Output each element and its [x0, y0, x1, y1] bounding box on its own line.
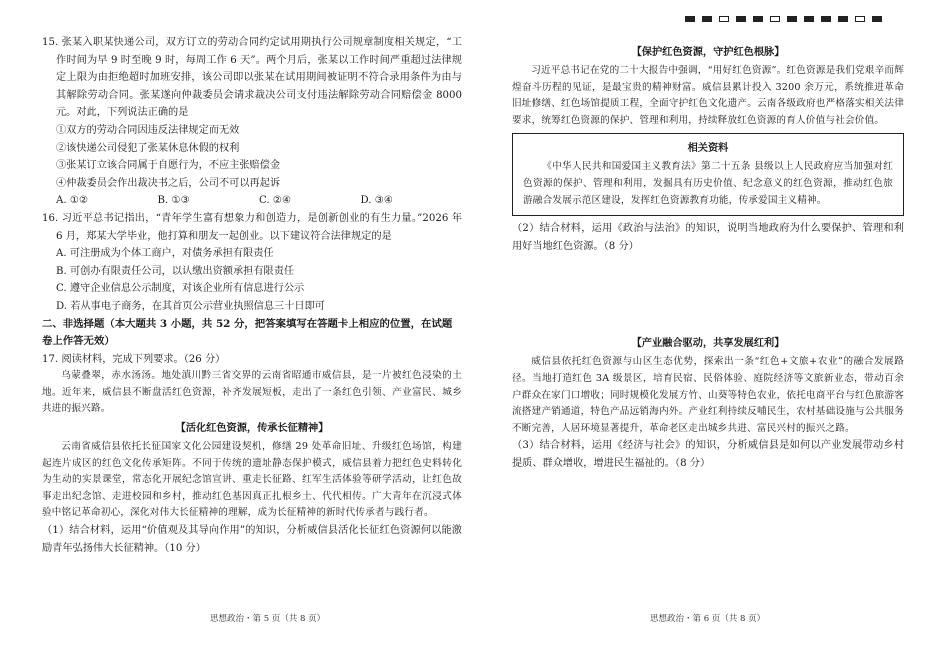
- alignment-mark: [770, 16, 780, 22]
- q15-statement-1: ①双方的劳动合同因违反法律规定而无效: [56, 124, 240, 136]
- question-15-stem: 15. 张某入职某快递公司，双方订立的劳动合同约定试用期执行公司规章制度相关规定，“工作时间为早 9 时至晚 9 时，每周工作 6 天”。两个月后，张某以工作时间严重超过法律规定上限为由拒绝超时加班安排，该公司即以张某在试用期间被证明不符合录用条件为由与其解除劳动合同。张某遂向仲裁委员会请求裁决公司支付违法解除劳动合同赔偿金 8000 元。对此，下列说法正确的是: [42, 37, 462, 119]
- q15-choice-d: D. ③④: [360, 195, 394, 207]
- material-3-title: 【产业融合驱动，共享发展红利】: [631, 337, 785, 350]
- q15-statement-4: ④仲裁委员会作出裁决书之后，公司不可以再起诉: [56, 177, 281, 189]
- alignment-mark: [736, 16, 746, 22]
- q17-part-3: （3）结合材料，运用《经济与社会》的知识，分析威信县是如何以产业发展带动乡村提质、群众增收，增进民生福祉的。（8 分）: [512, 440, 904, 469]
- related-material-title: 相关资料: [687, 142, 729, 155]
- alignment-mark: [787, 16, 797, 22]
- material-3-text: 威信县依托红色资源与山区生态优势，探索出一条“红色+文旅+农业”的融合发展路径。当地打造红色 3A 级景区，培育民宿、民俗体验、庭院经济等文旅新业态，带动百余户群众在家门口增收；同时规模化发展方竹、山葵等特色农业，依托电商平台与红色旅游客流搭建产销通道，特色产品远销海内外。产业红利持续反哺民生，农村基础设施与公共服务不断完善，人居环境显著提升，革命老区走出城乡共进、富民兴村的振兴之路。: [512, 356, 904, 434]
- alignment-mark: [702, 16, 712, 22]
- question-17-stem: 17. 阅读材料，完成下列要求。（26 分）: [42, 353, 226, 365]
- alignment-mark: [685, 16, 695, 22]
- q16-choice-c: C. 遵守企业信息公示制度，对该企业所有信息进行公示: [56, 283, 305, 295]
- related-material-box: [512, 133, 904, 216]
- q16-choice-d: D. 若从事电子商务，在其首页公示营业执照信息三十日即可: [56, 300, 325, 312]
- alignment-mark: [719, 16, 729, 22]
- page-5: [42, 34, 462, 557]
- q15-choices: [42, 192, 462, 210]
- part-2-heading: 二、非选择题（本大题共 3 小题，共 52 分，把答案填写在答题卡上相应的位置，在试题卷上作答无效）: [42, 317, 453, 348]
- q15-choice-a: A. ①②: [56, 195, 89, 207]
- page-6: [512, 34, 904, 473]
- q17-part-2: （2）结合材料，运用《政治与法治》的知识，说明当地政府为什么要保护、管理和利用好当地红色资源。（8 分）: [512, 223, 904, 252]
- alignment-mark: [872, 16, 882, 22]
- material-1-text: 云南省威信县依托长征国家文化公园建设契机，修缮 29 处革命旧址、升级红色场馆，构建起连片成区的红色文化传承矩阵。不同于传统的遗址静态保护模式，威信县着力把红色史料转化为生动的实景课堂，常态化开展纪念馆宣讲、重走长征路、红军生活体验等研学活动，让红色故事走出纪念馆、走进校园和乡村，推动红色基因真正扎根乡土、代代相传。广大青年在沉浸式体验中铭记革命初心，深化对伟大长征精神的理解，成为长征精神的新时代传承者与践行者。: [42, 441, 462, 519]
- related-material-text: 《中华人民共和国爱国主义教育法》第二十五条 县级以上人民政府应当加强对红色资源的保护、管理和利用，发掘具有历史价值、纪念意义的红色资源，推动红色旅游融合发展示范区建设，发挥红色资源教育功能，传承爱国主义精神。: [523, 161, 893, 206]
- answer-space: [512, 255, 904, 333]
- page-6-footer: 思想政治・第 6 页（共 8 页）: [650, 614, 766, 624]
- material-2-title: 【保护红色资源，守护红色根脉】: [631, 46, 785, 58]
- alignment-mark: [753, 16, 763, 22]
- question-16-stem: 16. 习近平总书记指出，“青年学生富有想象力和创造力，是创新创业的有生力量。”2026 年 6 月，郑某大学毕业，他打算和朋友一起创业。以下建议符合法律规定的是: [42, 212, 462, 242]
- material-1-title: 【活化红色资源，传承长征精神】: [175, 422, 329, 435]
- alignment-mark: [804, 16, 814, 22]
- alignment-mark: [821, 16, 831, 22]
- q15-choice-b: B. ①③: [157, 195, 190, 207]
- q17-part-1: （1）结合材料，运用“价值观及其导向作用”的知识，分析威信县活化长征红色资源何以能激励青年弘扬伟大长征精神。（10 分）: [42, 525, 462, 554]
- alignment-mark: [838, 16, 848, 22]
- q15-statement-2: ②该快递公司侵犯了张某休息休假的权利: [56, 142, 240, 154]
- q16-choice-b: B. 可创办有限责任公司，以认缴出资额承担有限责任: [56, 265, 295, 277]
- q15-statement-3: ③张某订立该合同属于自愿行为，不应主张赔偿金: [56, 160, 281, 172]
- q15-choice-c: C. ②④: [259, 195, 292, 207]
- material-2-text: 习近平总书记在党的二十大报告中强调，“用好红色资源”。红色资源是我们党艰辛而辉煌奋斗历程的见证，是最宝贵的精神财富。威信县累计投入 3200 余万元，系统推进革命旧址修缮、红色场馆提质工程，全面守护红色文化遗产。云南各级政府也严格落实相关法律要求，统筹红色资源的保护、管理和利用，持续释放红色资源的育人价值与社会价值。: [512, 65, 904, 126]
- alignment-mark: [855, 16, 865, 22]
- page-5-footer: 思想政治・第 5 页（共 8 页）: [210, 614, 326, 624]
- q16-choice-a: A. 可注册成为个体工商户，对债务承担有限责任: [56, 248, 274, 260]
- alignment-marks: [685, 16, 882, 22]
- q17-intro: 乌蒙叠翠，赤水汤汤。地处滇川黔三省交界的云南省昭通市威信县，是一片被红色浸染的土地。近年来，威信县不断盘活红色资源，补齐发展短板，走出了一条红色引领、产业富民、城乡共进的振兴路。: [42, 370, 462, 415]
